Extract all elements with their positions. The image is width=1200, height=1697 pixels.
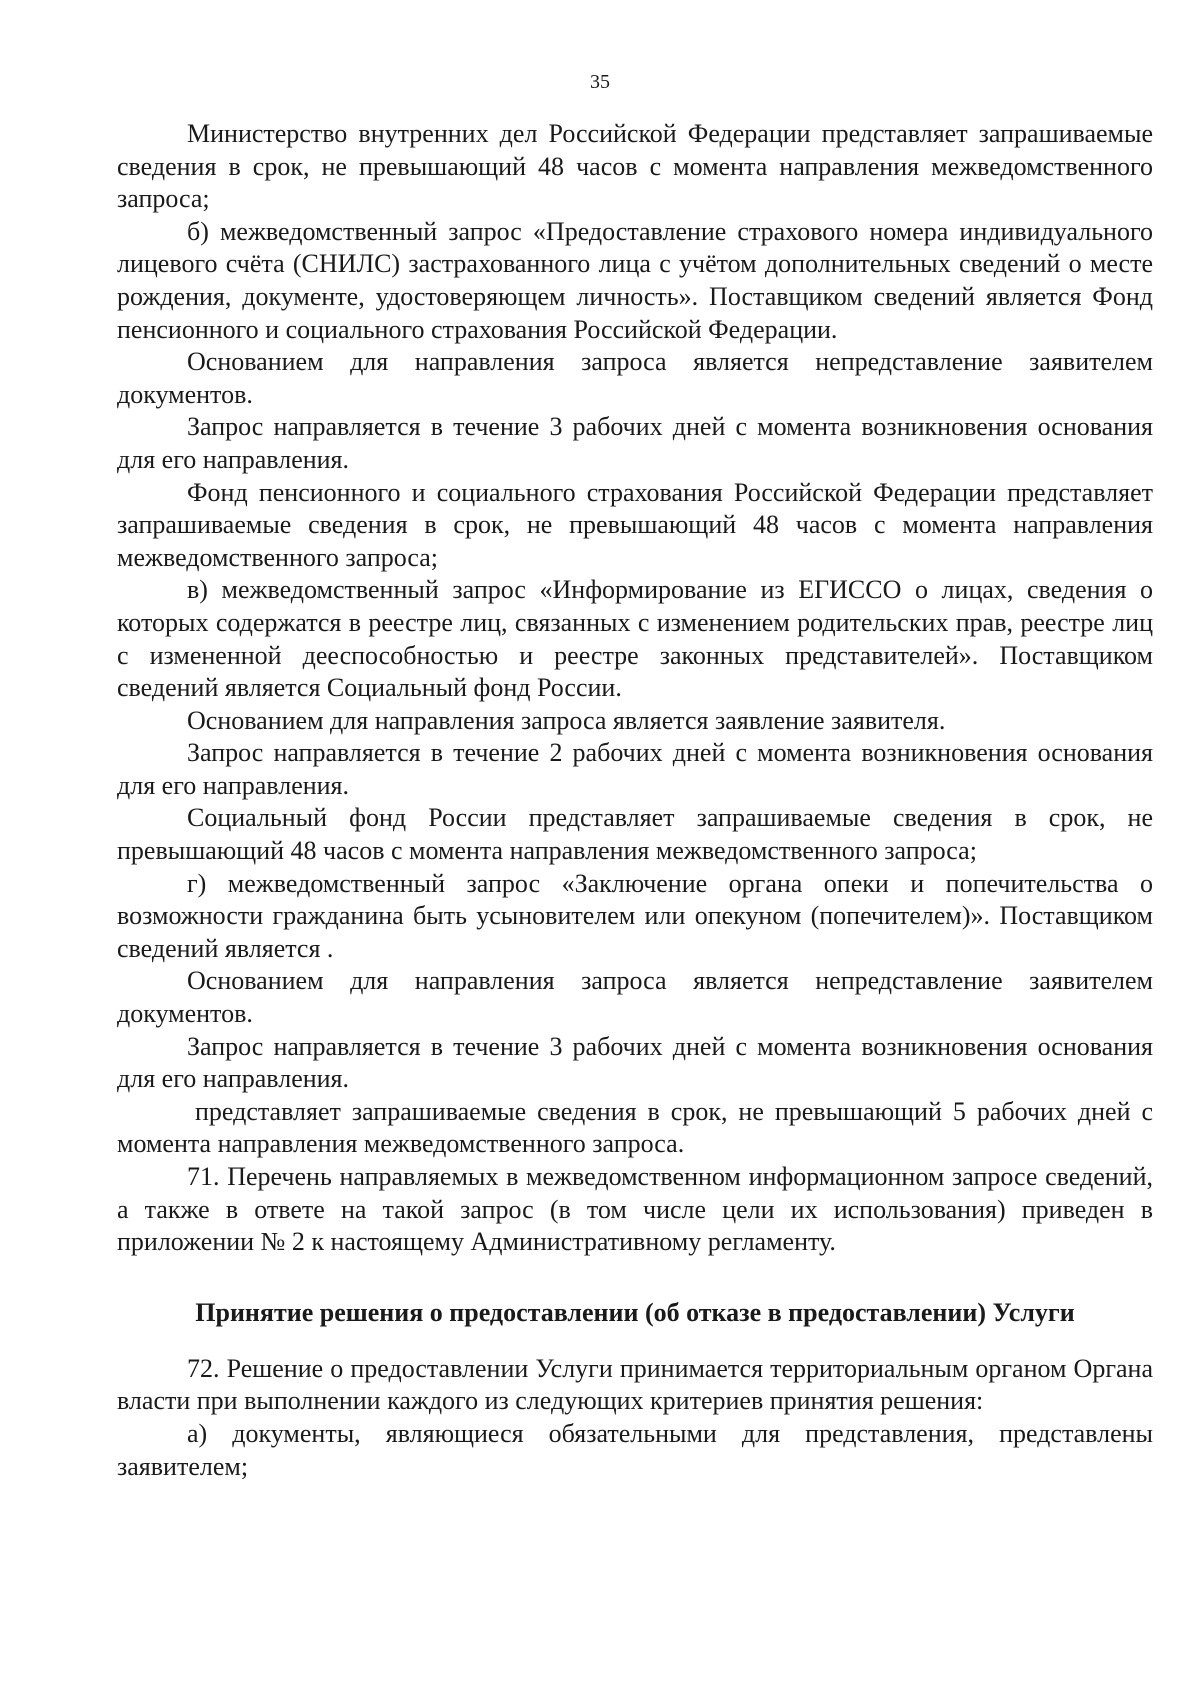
paragraph: представляет запрашиваемые сведения в срок, не превышающий 5 рабочих дней с момента направления межведомственного запроса. [117, 1096, 1153, 1159]
paragraph: Основанием для направления запроса является заявление заявителя. [187, 705, 946, 735]
paragraph: б) межведомственный запрос «Предоставление страхового номера индивидуального лицевого счёта (СНИЛС) застрахованного лица с учётом дополнительных сведений о месте рождения, документе, удостоверяющем личность». Поставщиком сведений является Фонд пенсионного и социального страхования Российской Федерации. [117, 216, 1153, 344]
paragraph: в) межведомственный запрос «Информирование из ЕГИССО о лицах, сведения о которых содержатся в реестре лиц, связанных с изменением родительских прав, реестре лиц с измененной дееспособностью и реестре законных представителей». Поставщиком сведений является Социальный фонд России. [117, 575, 1153, 703]
spacer [117, 1259, 1153, 1297]
paragraph: г) межведомственный запрос «Заключение органа опеки и попечительства о возможности гражданина быть усыновителем или опекуном (попечителем)». Поставщиком сведений является . [117, 868, 1153, 963]
page-number: 35 [590, 71, 610, 93]
paragraph: Основанием для направления запроса является непредставление заявителем документов. [117, 966, 1153, 1029]
paragraph: Фонд пенсионного и социального страхования Российской Федерации представляет запрашиваемые сведения в срок, не превышающий 48 часов с момента направления межведомственного запроса; [117, 477, 1153, 572]
paragraph: Основанием для направления запроса является непредставление заявителем документов. [117, 347, 1153, 409]
paragraph: Запрос направляется в течение 3 рабочих дней с момента возникновения основания для его направления. [117, 412, 1153, 474]
paragraph: Запрос направляется в течение 2 рабочих дней с момента возникновения основания для его направления. [117, 738, 1153, 800]
paragraph: Запрос направляется в течение 3 рабочих дней с момента возникновения основания для его направления. [117, 1031, 1153, 1094]
spacer [117, 1329, 1153, 1353]
paragraph: Министерство внутренних дел Российской Федерации представляет запрашиваемые сведения в срок, не превышающий 48 часов с момента направления межведомственного запроса; [117, 119, 1153, 214]
paragraph: Социальный фонд России представляет запрашиваемые сведения в срок, не превышающий 48 часов с момента направления межведомственного запроса; [117, 803, 1153, 866]
paragraph: а) документы, являющиеся обязательными для представления, представлены заявителем; [117, 1418, 1153, 1481]
paragraph: 71. Перечень направляемых в межведомственном информационном запросе сведений, а также в ответе на такой запрос (в том числе цели их использования) приведен в приложении № 2 к настоящему Административному регламенту. [117, 1162, 1153, 1257]
document-body [117, 118, 1153, 1483]
section-heading: Принятие решения о предоставлении (об отказе в предоставлении) Услуги [195, 1297, 1075, 1327]
paragraph: 72. Решение о предоставлении Услуги принимается территориальным органом Органа власти при выполнении каждого из следующих критериев принятия решения: [117, 1353, 1153, 1416]
